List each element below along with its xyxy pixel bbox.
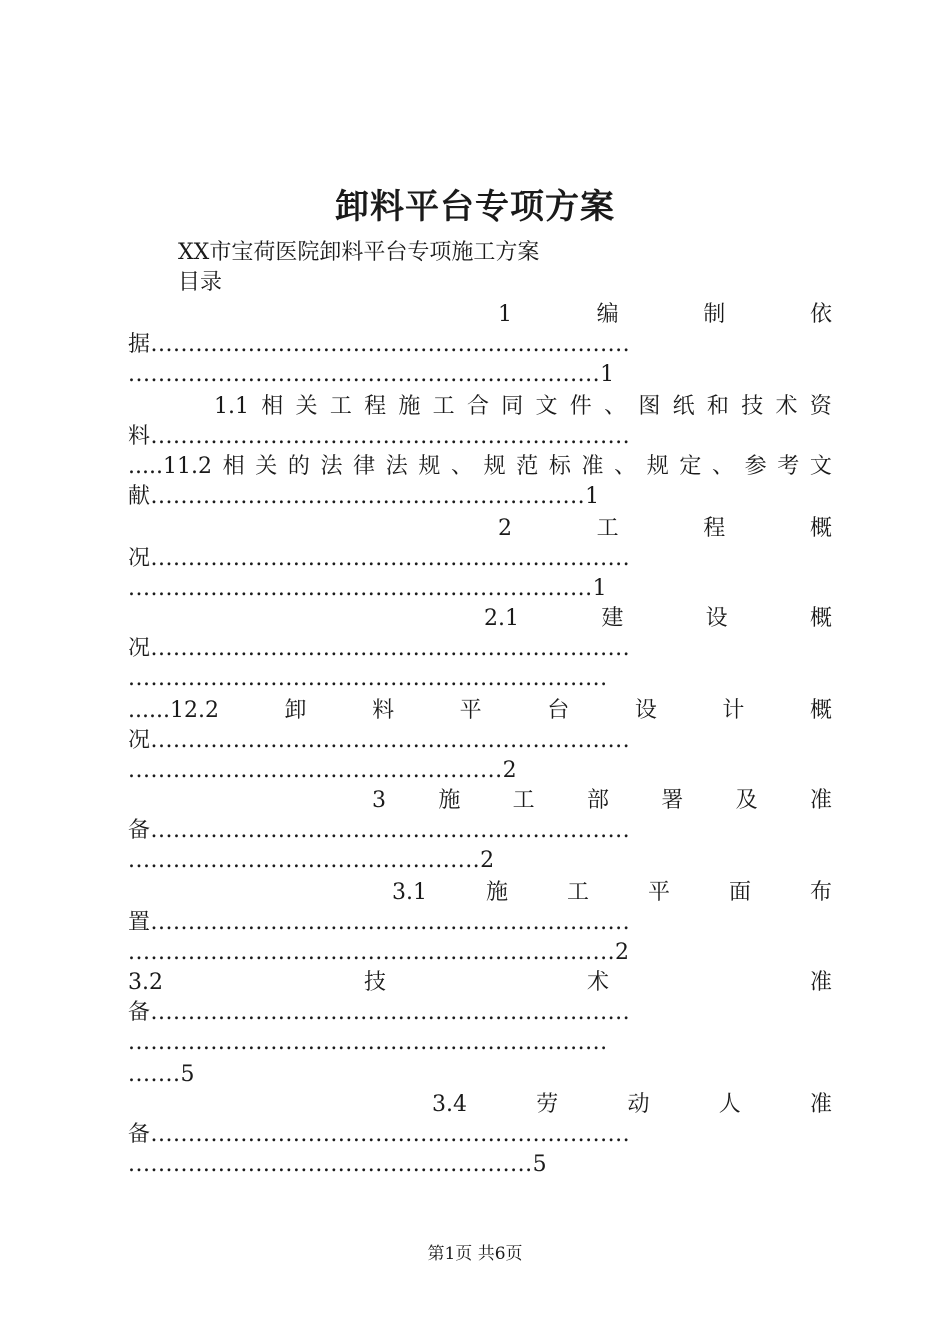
toc-token: 人 <box>718 1092 741 1117</box>
toc-token: 工 <box>566 880 589 905</box>
toc-line <box>214 392 832 422</box>
toc-line <box>128 908 832 938</box>
toc-token: 和 <box>706 394 729 419</box>
toc-token: 准 <box>581 454 604 479</box>
toc-token: 概 <box>809 516 832 541</box>
toc-line <box>498 300 832 330</box>
toc-token: .................................................................2 <box>128 940 630 965</box>
toc-token: 计 <box>722 698 745 723</box>
toc-token: 文 <box>809 454 832 479</box>
toc-token: 部 <box>586 788 609 813</box>
toc-token: 工 <box>596 516 619 541</box>
toc-token: 纸 <box>672 394 695 419</box>
toc-line <box>128 726 832 756</box>
toc-token: 料 <box>372 698 395 723</box>
toc-line <box>392 878 832 908</box>
toc-line <box>128 664 832 694</box>
toc-line <box>372 786 832 816</box>
toc-token: 图 <box>638 394 661 419</box>
toc-line <box>128 634 832 664</box>
toc-token: 3.2 <box>128 970 163 995</box>
toc-token: 依 <box>809 302 832 327</box>
toc-token: 准 <box>809 1092 832 1117</box>
toc-token: ................................................................ <box>128 666 608 691</box>
toc-token: 法 <box>385 454 408 479</box>
toc-token: 编 <box>596 302 619 327</box>
toc-token: 概 <box>809 606 832 631</box>
toc-token: 平 <box>647 880 670 905</box>
toc-token: .....11.2 <box>128 454 212 479</box>
toc-token: 、 <box>711 454 734 479</box>
toc-token: 相 <box>261 394 284 419</box>
toc-token: 考 <box>777 454 800 479</box>
toc-token: 工 <box>329 394 352 419</box>
toc-token: 施 <box>438 788 461 813</box>
toc-token: 2 <box>498 516 512 541</box>
toc-line <box>128 1120 832 1150</box>
toc-token: 件 <box>569 394 592 419</box>
toc-token: ...............................................2 <box>128 848 495 873</box>
toc-line <box>484 604 832 634</box>
toc-token: 建 <box>601 606 624 631</box>
toc-line <box>128 482 832 512</box>
toc-token: ......................................................5 <box>128 1152 548 1177</box>
toc-token: 据................................................................ <box>128 332 631 357</box>
toc-token: 同 <box>501 394 524 419</box>
toc-token: 相 <box>222 454 245 479</box>
toc-token: 定 <box>679 454 702 479</box>
page-number: 第1页 <box>427 1244 473 1264</box>
toc-line <box>128 452 832 482</box>
toc-line <box>432 1090 832 1120</box>
toc-line <box>128 574 832 604</box>
toc-token: 况................................................................ <box>128 546 631 571</box>
toc-token: 备................................................................ <box>128 818 631 843</box>
toc-token: ..............................................................1 <box>128 576 608 601</box>
toc-line <box>128 1028 832 1058</box>
toc-line <box>128 938 832 968</box>
toc-token: 法 <box>320 454 343 479</box>
toc-token: 1 <box>498 302 512 327</box>
toc-line <box>128 696 832 726</box>
toc-token: 规 <box>418 454 441 479</box>
toc-token: 技 <box>363 970 386 995</box>
toc-token: 平 <box>459 698 482 723</box>
toc-token: 参 <box>744 454 767 479</box>
toc-token: 面 <box>728 880 751 905</box>
toc-token: 备................................................................ <box>128 1000 631 1025</box>
toc-token: 技 <box>741 394 764 419</box>
toc-token: 署 <box>661 788 684 813</box>
toc-line <box>128 756 832 786</box>
toc-token: 设 <box>634 698 657 723</box>
toc-token: 置................................................................ <box>128 910 631 935</box>
toc-line <box>128 360 832 390</box>
toc-token: 资 <box>809 394 832 419</box>
toc-token: 况................................................................ <box>128 636 631 661</box>
toc-line <box>128 1060 832 1090</box>
page-total: 共6页 <box>477 1244 523 1264</box>
toc-token: 规 <box>483 454 506 479</box>
toc-token: 准 <box>809 788 832 813</box>
toc-token: 料................................................................ <box>128 424 631 449</box>
toc-token: 布 <box>809 880 832 905</box>
toc-token: 、 <box>604 394 627 419</box>
toc-token: 及 <box>735 788 758 813</box>
toc-token: 关 <box>295 394 318 419</box>
toc-token: 程 <box>703 516 726 541</box>
toc-token: 程 <box>364 394 387 419</box>
page-footer <box>0 1242 950 1266</box>
toc-token: 规 <box>646 454 669 479</box>
toc-token: 术 <box>775 394 798 419</box>
toc-line <box>128 544 832 574</box>
toc-token: ......12.2 <box>128 698 219 723</box>
toc-line <box>128 998 832 1028</box>
toc-token: .......5 <box>128 1062 195 1087</box>
toc-line <box>128 846 832 876</box>
toc-token: 设 <box>705 606 728 631</box>
document-subtitle: XX市宝荷医院卸料平台专项施工方案 <box>178 240 540 265</box>
toc-line <box>128 968 832 998</box>
toc-token: 概 <box>809 698 832 723</box>
toc-token: 动 <box>627 1092 650 1117</box>
toc-line <box>128 422 832 452</box>
toc-token: 2.1 <box>484 606 519 631</box>
toc-token: 况................................................................ <box>128 728 631 753</box>
toc-token: 、 <box>614 454 637 479</box>
toc-token: 备................................................................ <box>128 1122 631 1147</box>
toc-token: 、 <box>450 454 473 479</box>
toc-token: ...............................................................1 <box>128 362 615 387</box>
toc-token: ..................................................2 <box>128 758 518 783</box>
toc-token: 范 <box>516 454 539 479</box>
toc-token: 工 <box>512 788 535 813</box>
toc-heading: 目录 <box>178 270 223 295</box>
toc-token: 术 <box>586 970 609 995</box>
toc-line <box>498 514 832 544</box>
toc-line <box>128 330 832 360</box>
toc-token: 3.4 <box>432 1092 467 1117</box>
toc-token: 合 <box>466 394 489 419</box>
toc-token: 文 <box>535 394 558 419</box>
toc-token: 劳 <box>536 1092 559 1117</box>
toc-token: 准 <box>809 970 832 995</box>
toc-token: 3 <box>372 788 386 813</box>
toc-token: 台 <box>547 698 570 723</box>
toc-token: 标 <box>548 454 571 479</box>
toc-token: 施 <box>398 394 421 419</box>
toc-token: 献..........................................................1 <box>128 484 600 509</box>
toc-token: 施 <box>485 880 508 905</box>
toc-line <box>128 1150 832 1180</box>
toc-token: 的 <box>287 454 310 479</box>
toc-token: ................................................................ <box>128 1030 608 1055</box>
document-title: 卸料平台专项方案 <box>335 187 615 227</box>
toc-token: 1.1 <box>214 394 249 419</box>
toc-token: 工 <box>432 394 455 419</box>
toc-token: 制 <box>703 302 726 327</box>
toc-token: 关 <box>255 454 278 479</box>
toc-token: 律 <box>353 454 376 479</box>
toc-token: 卸 <box>284 698 307 723</box>
toc-token: 3.1 <box>392 880 427 905</box>
toc-line <box>128 816 832 846</box>
